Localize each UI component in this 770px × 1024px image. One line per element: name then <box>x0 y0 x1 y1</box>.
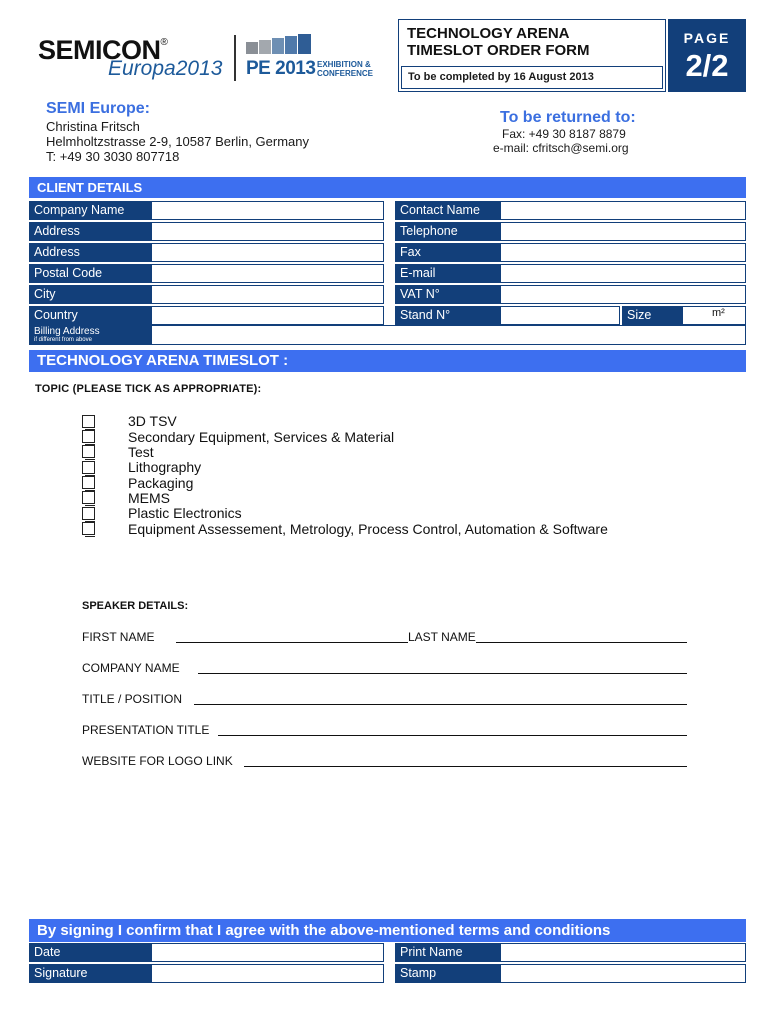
website-label: WEBSITE FOR LOGO LINK <box>82 754 233 768</box>
logo-divider <box>234 35 236 81</box>
signature-label: Signature <box>29 964 151 983</box>
email-label: E-mail <box>395 264 500 283</box>
form-title-line2: TIMESLOT ORDER FORM <box>407 42 590 59</box>
company-name-speaker-label: COMPANY NAME <box>82 661 180 675</box>
signature-field[interactable] <box>151 964 384 983</box>
first-name-line[interactable] <box>176 642 408 643</box>
presentation-title-line[interactable] <box>218 735 687 736</box>
stamp-field[interactable] <box>500 964 746 983</box>
company-name-label: Company Name <box>29 201 151 220</box>
page-number: 2/2 <box>685 48 729 83</box>
stand-number-field[interactable] <box>500 306 620 325</box>
billing-address-field[interactable] <box>151 325 746 345</box>
topic-label-packaging: Packaging <box>128 475 194 491</box>
print-name-label: Print Name <box>395 943 500 962</box>
pe-logo-subtitle <box>317 60 373 78</box>
billing-address-title: Billing Address <box>34 326 100 337</box>
timeslot-heading: TECHNOLOGY ARENA TIMESLOT : <box>29 350 746 372</box>
address-2-field[interactable] <box>151 243 384 262</box>
title-position-label: TITLE / POSITION <box>82 692 183 706</box>
first-name-label: FIRST NAME <box>82 630 155 644</box>
speaker-details-heading: SPEAKER DETAILS: <box>82 600 189 612</box>
telephone-label: Telephone <box>395 222 500 241</box>
topic-label-secondary-equipment: Secondary Equipment, Services & Material <box>128 429 395 445</box>
company-name-speaker-line[interactable] <box>198 673 687 674</box>
topic-label-test: Test <box>128 444 154 460</box>
address-2-label: Address <box>29 243 151 262</box>
vat-label: VAT N° <box>395 285 500 304</box>
topic-label-equipment-assessment: Equipment Assessement, Metrology, Process Control, Automation & Software <box>128 521 608 537</box>
date-label: Date <box>29 943 151 962</box>
contact-name-field[interactable] <box>500 201 746 220</box>
email-field[interactable] <box>500 264 746 283</box>
billing-address-note: if different from above <box>34 337 92 343</box>
semi-europe-heading: SEMI Europe: <box>46 100 151 117</box>
fax-label: Fax <box>395 243 500 262</box>
topic-label-lithography: Lithography <box>128 459 202 475</box>
vat-field[interactable] <box>500 285 746 304</box>
telephone-field[interactable] <box>500 222 746 241</box>
country-label: Country <box>29 306 151 325</box>
return-email: e-mail: cfritsch@semi.org <box>493 141 629 155</box>
pe-logo-subtitle-line1: EXHIBITION & <box>317 60 371 69</box>
website-line[interactable] <box>244 766 687 767</box>
company-name-field[interactable] <box>151 201 384 220</box>
last-name-line[interactable] <box>476 642 687 643</box>
last-name-label: LAST NAME <box>408 630 476 644</box>
postal-code-field[interactable] <box>151 264 384 283</box>
size-unit: m² <box>712 307 725 319</box>
topic-heading: TOPIC (PLEASE TICK AS APPROPRIATE): <box>35 383 262 395</box>
size-label: Size <box>622 306 682 325</box>
semicon-logo-text: SEMICON <box>38 35 161 65</box>
page-label: PAGE <box>683 30 731 46</box>
form-title-line1: TECHNOLOGY ARENA <box>407 25 570 42</box>
city-field[interactable] <box>151 285 384 304</box>
contact-phone: T: +49 30 3030 807718 <box>46 149 180 164</box>
billing-address-label <box>29 325 151 345</box>
stand-number-label: Stand N° <box>395 306 500 325</box>
topic-checkbox-mems[interactable] <box>82 491 95 504</box>
contact-name-label: Contact Name <box>395 201 500 220</box>
pe-logo-graphic <box>246 34 312 54</box>
topic-checkbox-test[interactable] <box>82 445 95 458</box>
form-title <box>407 25 590 59</box>
city-label: City <box>29 285 151 304</box>
country-field[interactable] <box>151 306 384 325</box>
contact-name: Christina Fritsch <box>46 119 140 134</box>
topic-checkbox-lithography[interactable] <box>82 461 95 474</box>
topic-checkbox-plastic-electronics[interactable] <box>82 507 95 520</box>
topic-checkbox-3d-tsv[interactable] <box>82 415 95 428</box>
europa-logo-text: Europa2013 <box>108 57 223 80</box>
return-fax: Fax: +49 30 8187 8879 <box>502 127 626 141</box>
topic-checkbox-packaging[interactable] <box>82 476 95 489</box>
pe-logo-subtitle-line2: CONFERENCE <box>317 69 374 78</box>
return-heading: To be returned to: <box>500 109 636 126</box>
topic-checkbox-secondary-equipment[interactable] <box>82 430 95 443</box>
client-details-heading: CLIENT DETAILS <box>29 177 746 198</box>
print-name-field[interactable] <box>500 943 746 962</box>
address-label: Address <box>29 222 151 241</box>
fax-field[interactable] <box>500 243 746 262</box>
pe-logo-text: PE 2013 <box>246 58 316 79</box>
date-field[interactable] <box>151 943 384 962</box>
registered-mark: ® <box>160 37 168 48</box>
topic-label-3d-tsv: 3D TSV <box>128 413 177 429</box>
terms-confirmation-heading: By signing I confirm that I agree with the above-mentioned terms and conditions <box>29 919 746 942</box>
presentation-title-label: PRESENTATION TITLE <box>82 723 210 737</box>
deadline-note: To be completed by 16 August 2013 <box>401 66 663 89</box>
topic-label-plastic-electronics: Plastic Electronics <box>128 505 242 521</box>
address-field[interactable] <box>151 222 384 241</box>
topic-label-mems: MEMS <box>128 490 170 506</box>
title-position-line[interactable] <box>194 704 687 705</box>
topic-checkbox-equipment-assessment[interactable] <box>82 522 95 535</box>
postal-code-label: Postal Code <box>29 264 151 283</box>
contact-address: Helmholtzstrasse 2-9, 10587 Berlin, Germany <box>46 134 310 149</box>
stamp-label: Stamp <box>395 964 500 983</box>
